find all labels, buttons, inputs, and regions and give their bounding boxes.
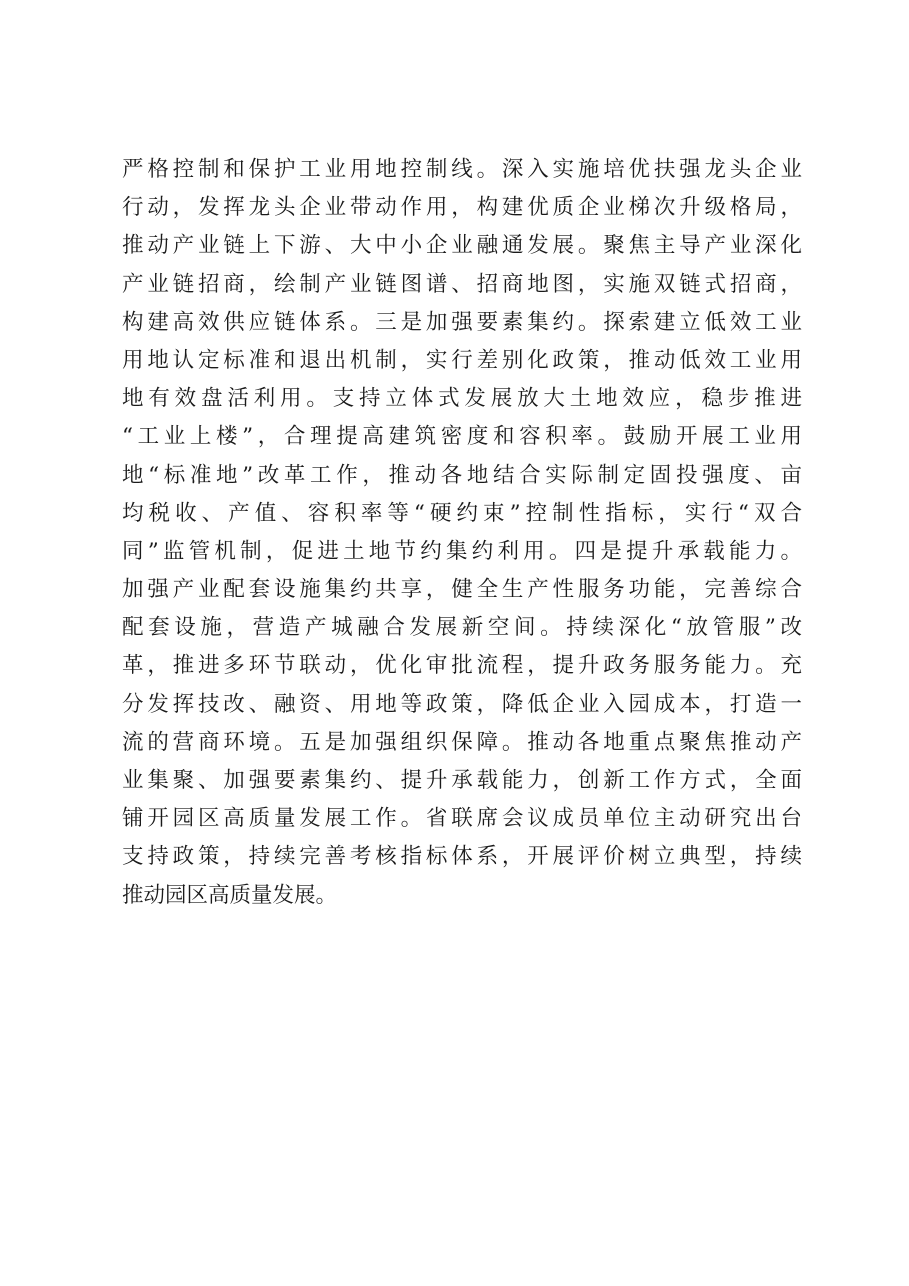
text-line: 均税收、产值、容积率等“硬约束”控制性指标，实行“双合 (122, 500, 802, 526)
text-line: 分发挥技改、融资、用地等政策，降低企业入园成本，打造一 (122, 691, 802, 717)
text-line: 用地认定标准和退出机制，实行差别化政策，推动低效工业用 (122, 347, 802, 373)
text-line: 产业链招商，绘制产业链图谱、招商地图，实施双链式招商， (122, 271, 802, 297)
text-line: 地有效盘活利用。支持立体式发展放大土地效应，稳步推进 (122, 386, 802, 412)
text-line: 行动，发挥龙头企业带动作用，构建优质企业梯次升级格局， (122, 195, 802, 221)
text-line: 加强产业配套设施集约共享，健全生产性服务功能，完善综合 (122, 577, 802, 603)
text-line: 构建高效供应链体系。三是加强要素集约。探索建立低效工业 (122, 309, 802, 335)
text-line: 流的营商环境。五是加强组织保障。推动各地重点聚焦推动产 (122, 729, 802, 755)
text-line: 支持政策，持续完善考核指标体系，开展评价树立典型，持续 (122, 844, 802, 870)
text-line: 地“标准地”改革工作，推动各地结合实际制定固投强度、亩 (122, 462, 802, 488)
text-line: 推动园区高质量发展。 (122, 882, 338, 908)
text-line: 同”监管机制，促进土地节约集约利用。四是提升承载能力。 (122, 538, 802, 564)
body-paragraph (122, 151, 802, 915)
text-line: 严格控制和保护工业用地控制线。深入实施培优扶强龙头企业 (122, 157, 802, 182)
text-line: 推动产业链上下游、大中小企业融通发展。聚焦主导产业深化 (122, 233, 802, 259)
text-line: 业集聚、加强要素集约、提升承载能力，创新工作方式，全面 (122, 768, 802, 793)
text-line: 革，推进多环节联动，优化审批流程，提升政务服务能力。充 (122, 653, 802, 679)
text-line: 铺开园区高质量发展工作。省联席会议成员单位主动研究出台 (122, 806, 802, 832)
text-line: “工业上楼”，合理提高建筑密度和容积率。鼓励开展工业用 (122, 424, 802, 450)
text-line: 配套设施，营造产城融合发展新空间。持续深化“放管服”改 (122, 615, 802, 641)
